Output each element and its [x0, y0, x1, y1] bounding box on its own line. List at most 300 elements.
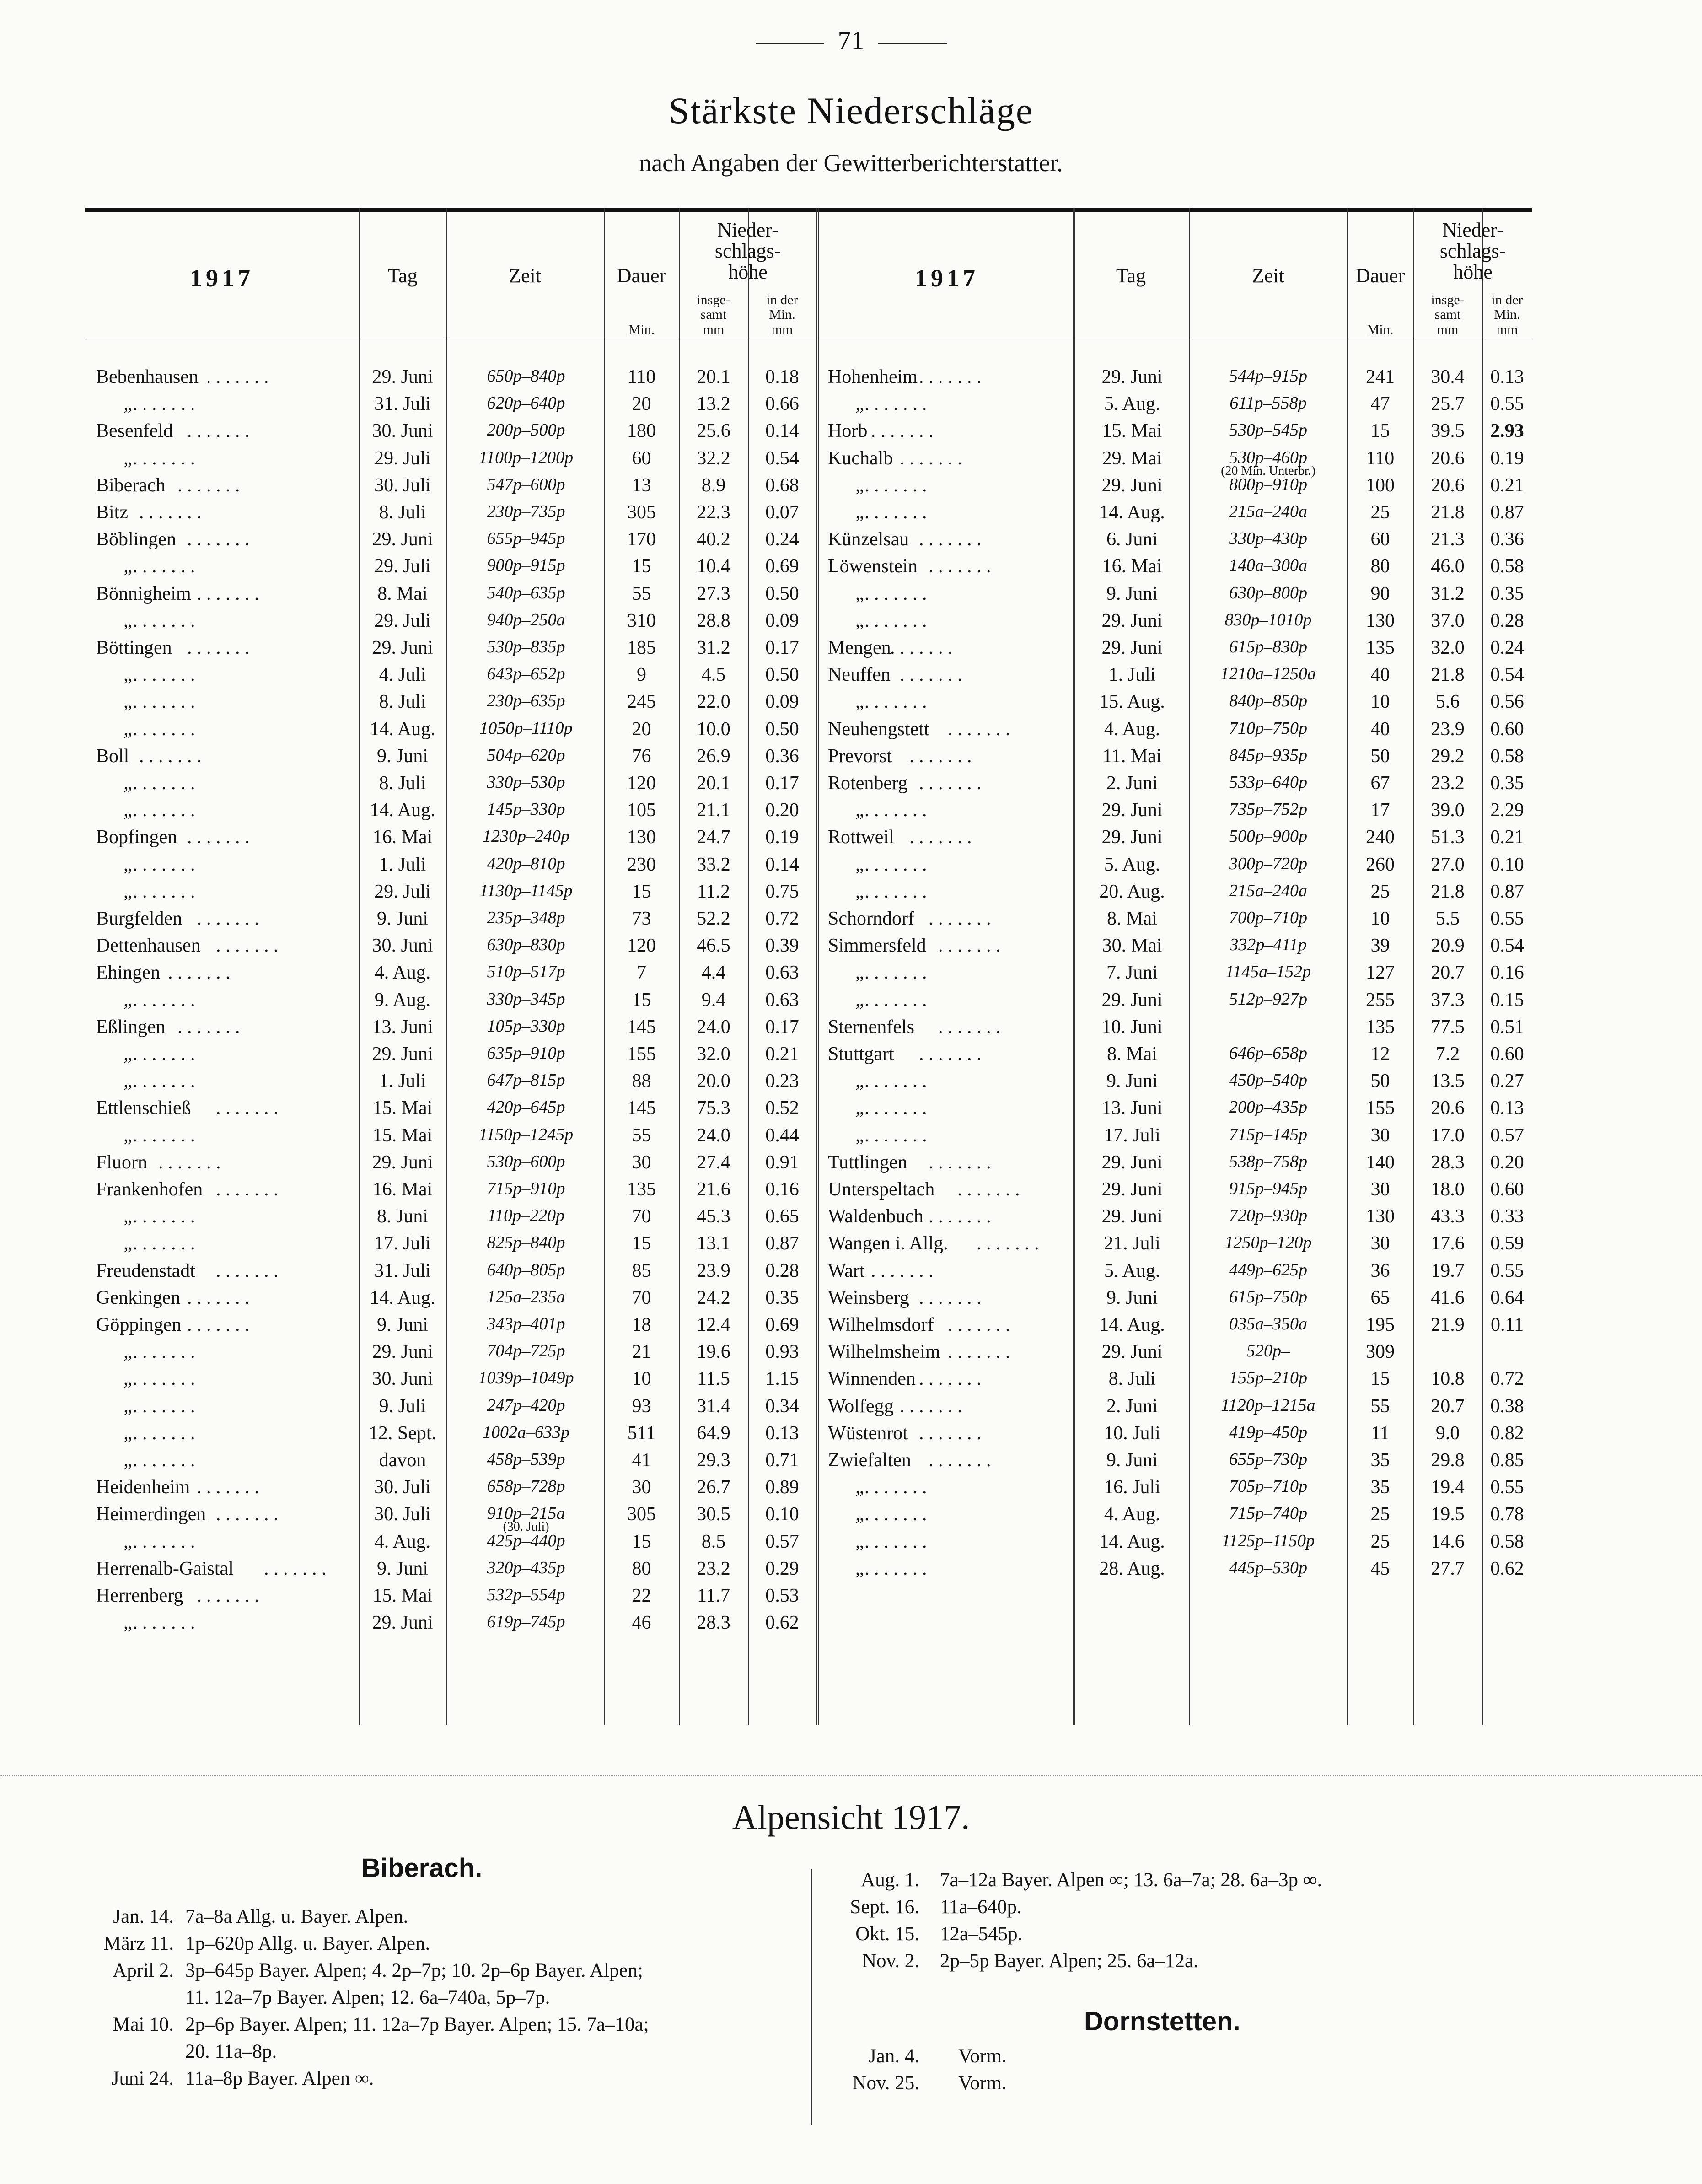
total-cell: 39.0 [1431, 800, 1465, 821]
time-cell: 705p–710p [1229, 1477, 1307, 1496]
leader-dots: . . . . . . . [133, 1070, 195, 1092]
total-cell: 25.7 [1431, 393, 1465, 415]
date-cell: 1. Juli [1108, 664, 1156, 686]
place-name: „ [123, 1531, 132, 1552]
duration-cell: 135 [1366, 1016, 1395, 1038]
total-cell: 29.3 [697, 1450, 730, 1471]
leader-dots: . . . . . . . [864, 502, 927, 523]
time-cell: 105p–330p [487, 1016, 565, 1036]
total-cell: 41.6 [1431, 1287, 1465, 1308]
duration-cell: 130 [1366, 1206, 1395, 1227]
leader-dots: . . . . . . . [197, 1585, 259, 1606]
per-minute-cell: 0.29 [765, 1558, 799, 1579]
place-name: Bebenhausen [96, 366, 199, 387]
duration-cell: 10 [632, 1368, 651, 1390]
place-name: Freudenstadt [96, 1260, 195, 1281]
total-cell: 52.2 [697, 908, 730, 929]
date-cell: 7. Juni [1106, 962, 1158, 984]
header-day: Tag [387, 264, 418, 287]
date-cell: 1. Juli [379, 854, 426, 875]
alpensicht-entry [0, 2013, 1702, 2041]
date-cell: 29. Juli [374, 881, 431, 902]
total-cell: 21.1 [697, 800, 730, 821]
place-name: „ [855, 1531, 864, 1552]
leader-dots: . . . . . . . [168, 962, 231, 984]
total-cell: 23.2 [697, 1558, 730, 1579]
date-cell: 29. Juni [1101, 1179, 1163, 1200]
time-cell: 910p–215a [487, 1504, 565, 1523]
entry-text: 12a–545p. [940, 1923, 1023, 1945]
per-minute-cell: 0.50 [765, 718, 799, 740]
duration-cell: 305 [627, 502, 656, 523]
duration-cell: 76 [632, 745, 651, 767]
duration-cell: 50 [1370, 745, 1390, 767]
table-row [85, 989, 1532, 1017]
time-cell: 1130p–1145p [479, 881, 573, 900]
date-cell: 30. Juli [374, 1477, 431, 1498]
time-cell: 735p–752p [1229, 800, 1307, 819]
header-duration: Dauer [617, 264, 666, 287]
place-name: „ [123, 1070, 132, 1092]
time-cell: 1230p–240p [483, 827, 569, 846]
place-name: Wolfegg [828, 1395, 894, 1417]
time-cell: 140a–300a [1229, 556, 1307, 576]
total-cell: 20.6 [1431, 447, 1465, 469]
leader-dots: . . . . . . . [919, 773, 982, 794]
total-cell: 20.7 [1431, 962, 1465, 984]
date-cell: 29. Juni [372, 1044, 433, 1065]
duration-cell: 110 [1366, 447, 1395, 469]
header-day: Tag [1116, 264, 1146, 287]
header-time: Zeit [1252, 264, 1284, 287]
entry-date: Sept. 16. [850, 1896, 919, 1918]
header-time: Zeit [509, 264, 541, 287]
date-cell: 30. Juni [372, 935, 433, 957]
time-cell: 940p–250a [487, 610, 565, 629]
per-minute-cell: 0.07 [765, 502, 799, 523]
time-cell: 615p–830p [1229, 637, 1307, 656]
date-cell: 30. Juni [372, 1368, 433, 1390]
leader-dots: . . . . . . . [133, 1368, 195, 1390]
leader-dots: . . . . . . . [177, 474, 240, 496]
place-name: „ [855, 583, 864, 604]
duration-cell: 9 [637, 664, 646, 686]
date-cell: 31. Juli [374, 393, 431, 415]
total-cell: 29.8 [1431, 1450, 1465, 1471]
per-minute-cell: 0.20 [1490, 1151, 1524, 1173]
total-cell: 30.5 [697, 1504, 730, 1525]
table-row [85, 1260, 1532, 1287]
header-per-minute-unit: mm [1496, 322, 1518, 337]
duration-cell: 15 [632, 556, 651, 577]
place-name: „ [855, 502, 864, 523]
date-cell: 9. Juni [1106, 583, 1158, 604]
per-minute-cell: 0.72 [765, 908, 799, 929]
duration-cell: 25 [1370, 502, 1390, 523]
time-cell: 420p–645p [487, 1097, 565, 1117]
total-cell: 11.7 [697, 1585, 730, 1606]
time-cell: 720p–930p [1229, 1206, 1307, 1226]
total-cell: 30.4 [1431, 366, 1465, 387]
leader-dots: . . . . . . . [133, 691, 195, 713]
table-row [85, 908, 1532, 935]
date-cell: 8. Mai [377, 583, 428, 604]
time-cell: 450p–540p [1229, 1070, 1307, 1090]
duration-cell: 20 [632, 718, 651, 740]
per-minute-cell: 0.24 [1490, 637, 1524, 658]
time-cell: 1120p–1215a [1221, 1395, 1315, 1415]
leader-dots: . . . . . . . [864, 1097, 927, 1119]
place-name: „ [123, 718, 132, 740]
place-name: „ [123, 881, 132, 902]
per-minute-cell: 0.51 [1490, 1016, 1524, 1038]
per-minute-cell: 0.69 [765, 556, 799, 577]
total-cell: 20.9 [1431, 935, 1465, 957]
date-cell: 8. Juni [376, 1206, 428, 1227]
duration-cell: 41 [632, 1450, 651, 1471]
time-cell: 715p–910p [487, 1179, 565, 1198]
leader-dots: . . . . . . . [264, 1558, 327, 1579]
place-name: Wilhelmsheim [828, 1341, 940, 1363]
entry-date: Jan. 14. [113, 1906, 174, 1927]
place-name: „ [855, 474, 864, 496]
duration-cell: 130 [627, 827, 656, 848]
duration-cell: 511 [627, 1422, 656, 1444]
date-cell: 9. Juni [376, 745, 428, 767]
time-cell: 640p–805p [487, 1260, 565, 1280]
table-row [85, 366, 1532, 393]
place-name: Heimerdingen [96, 1504, 206, 1525]
time-cell: 155p–210p [1229, 1368, 1307, 1388]
leader-dots: . . . . . . . [938, 1016, 1001, 1038]
date-cell: 29. Juni [372, 637, 433, 658]
entry-text: 11a–8p Bayer. Alpen ∞. [185, 2068, 374, 2089]
leader-dots: . . . . . . . [871, 420, 934, 442]
date-cell: 15. Mai [372, 1097, 433, 1119]
duration-cell: 55 [632, 1124, 651, 1146]
duration-cell: 21 [632, 1341, 651, 1363]
time-cell: 300p–720p [1229, 854, 1307, 873]
date-cell: 30. Mai [1102, 935, 1162, 957]
time-note: (30. Juli) [503, 1520, 549, 1534]
time-cell: 915p–945p [1229, 1179, 1307, 1198]
entry-date: Jan. 4. [868, 2045, 919, 2067]
total-cell: 9.0 [1435, 1422, 1460, 1444]
time-cell: 445p–530p [1229, 1558, 1307, 1577]
header-duration: Dauer [1355, 264, 1405, 287]
time-cell: 650p–840p [487, 366, 565, 386]
total-cell: 4.5 [701, 664, 726, 686]
date-cell: 4. Juli [379, 664, 426, 686]
date-cell: 2. Juni [1106, 773, 1158, 794]
time-cell: 247p–420p [487, 1395, 565, 1415]
per-minute-cell: 0.54 [1490, 664, 1524, 686]
leader-dots: . . . . . . . [864, 1124, 927, 1146]
duration-cell: 40 [1370, 718, 1390, 740]
leader-dots: . . . . . . . [864, 962, 927, 984]
time-cell: 840p–850p [1229, 691, 1307, 711]
table-row [85, 1043, 1532, 1070]
alpensicht-entry [0, 2045, 1702, 2072]
total-cell: 11.5 [697, 1368, 730, 1390]
duration-cell: 40 [1370, 664, 1390, 686]
time-cell: 1002a–633p [483, 1422, 569, 1442]
date-cell: 14. Aug. [370, 1287, 435, 1308]
total-cell: 43.3 [1431, 1206, 1465, 1227]
entry-text: 20. 11a–8p. [185, 2041, 277, 2062]
per-minute-cell: 0.93 [765, 1341, 799, 1363]
place-name: Besenfeld [96, 420, 173, 442]
total-cell: 10.0 [697, 718, 730, 740]
leader-dots: . . . . . . . [864, 474, 927, 496]
duration-cell: 13 [632, 474, 651, 496]
time-cell: 1100p–1200p [478, 447, 574, 467]
duration-cell: 100 [1366, 474, 1395, 496]
total-cell: 27.3 [697, 583, 730, 604]
total-cell: 13.1 [697, 1233, 730, 1254]
place-name: „ [123, 800, 132, 821]
date-cell: 8. Mai [1107, 1044, 1157, 1065]
time-cell: 235p–348p [487, 908, 565, 927]
total-cell: 31.4 [697, 1395, 730, 1417]
per-minute-cell: 0.14 [765, 420, 799, 442]
total-cell: 21.9 [1431, 1314, 1465, 1335]
place-name: „ [123, 393, 132, 415]
leader-dots: . . . . . . . [133, 773, 195, 794]
date-cell: 29. Juni [1101, 989, 1163, 1011]
total-cell: 51.3 [1431, 827, 1465, 848]
date-cell: 29. Juni [1101, 1341, 1163, 1363]
table-row [85, 881, 1532, 908]
total-cell: 25.6 [697, 420, 730, 442]
date-cell: 14. Aug. [370, 718, 435, 740]
duration-cell: 260 [1366, 854, 1395, 875]
total-cell: 24.7 [697, 827, 730, 848]
duration-cell: 35 [1370, 1450, 1390, 1471]
time-note: (20 Min. Unterbr.) [1221, 463, 1315, 478]
place-name: „ [123, 1422, 132, 1444]
place-name: Neuffen [828, 664, 891, 686]
date-cell: 29. Juni [1101, 1151, 1163, 1173]
place-name: Wilhelmsdorf [828, 1314, 934, 1335]
date-cell: 15. Aug. [1099, 691, 1165, 713]
total-cell: 5.5 [1435, 908, 1460, 929]
leader-dots: . . . . . . . [133, 447, 195, 469]
per-minute-cell: 1.15 [765, 1368, 799, 1390]
header-total-unit: mm [1437, 322, 1459, 337]
place-name: „ [123, 773, 132, 794]
place-name: „ [855, 393, 864, 415]
date-cell: 17. Juli [374, 1233, 431, 1254]
per-minute-cell: 0.58 [1490, 1531, 1524, 1552]
place-name: Dettenhausen [96, 935, 201, 957]
duration-cell: 45 [1370, 1558, 1390, 1579]
time-cell: 200p–435p [1229, 1097, 1307, 1117]
leader-dots: . . . . . . . [864, 583, 927, 604]
duration-cell: 60 [632, 447, 651, 469]
per-minute-cell: 0.52 [765, 1097, 799, 1119]
leader-dots: . . . . . . . [216, 935, 279, 957]
time-cell: 530p–835p [487, 637, 565, 656]
per-minute-cell: 2.93 [1490, 420, 1524, 442]
time-cell: 530p–460p [1229, 447, 1307, 467]
place-name: Weinsberg [828, 1287, 909, 1308]
duration-cell: 105 [627, 800, 656, 821]
place-name: Künzelsau [828, 529, 909, 550]
per-minute-cell: 0.14 [765, 854, 799, 875]
per-minute-cell: 0.66 [765, 393, 799, 415]
duration-cell: 10 [1370, 908, 1390, 929]
total-cell: 24.2 [697, 1287, 730, 1308]
place-name: Böttingen [96, 637, 172, 658]
duration-cell: 93 [632, 1395, 651, 1417]
place-name: Zwiefalten [828, 1450, 911, 1471]
header-precip: Nieder- schlags- höhe [1439, 219, 1506, 284]
table-row [85, 745, 1532, 773]
per-minute-cell: 0.16 [765, 1179, 799, 1200]
per-minute-cell: 0.36 [765, 745, 799, 767]
date-cell: 17. Juli [1104, 1124, 1160, 1146]
time-cell: 704p–725p [487, 1341, 565, 1361]
duration-cell: 180 [627, 420, 656, 442]
duration-cell: 46 [632, 1612, 651, 1634]
page-title: Stärkste Niederschläge [668, 90, 1034, 131]
table-row [85, 474, 1532, 502]
table-row [85, 1531, 1532, 1558]
place-name: Stuttgart [828, 1044, 894, 1065]
place-name: „ [855, 1477, 864, 1498]
duration-cell: 310 [627, 610, 656, 631]
alpensicht-entry [0, 1986, 1702, 2014]
header-total: insge- samt [697, 292, 730, 322]
table-row [85, 1070, 1532, 1097]
place-name: „ [123, 664, 132, 686]
place-name: Schorndorf [828, 908, 914, 929]
time-cell: 330p–345p [487, 989, 565, 1009]
total-cell: 31.2 [697, 637, 730, 658]
date-cell: 20. Aug. [1099, 881, 1165, 902]
place-name: „ [123, 1341, 132, 1363]
duration-cell: 36 [1370, 1260, 1390, 1281]
date-cell: 10. Juni [1101, 1016, 1163, 1038]
alpensicht-entry [0, 1869, 1702, 1896]
per-minute-cell: 0.64 [1490, 1287, 1524, 1308]
date-cell: 9. Juni [1106, 1287, 1158, 1308]
time-cell: 215a–240a [1229, 502, 1307, 521]
entry-text: 1p–620p Allg. u. Bayer. Alpen. [185, 1933, 430, 1954]
time-cell: 230p–735p [487, 502, 565, 521]
per-minute-cell: 0.55 [1490, 393, 1524, 415]
time-cell: 630p–800p [1229, 583, 1307, 602]
duration-cell: 255 [1366, 989, 1395, 1011]
time-cell: 145p–330p [487, 800, 565, 819]
place-name: Rotenberg [828, 773, 908, 794]
date-cell: 8. Juli [379, 502, 426, 523]
duration-cell: 35 [1370, 1477, 1390, 1498]
per-minute-cell: 0.20 [765, 800, 799, 821]
table-row [85, 718, 1532, 746]
per-minute-cell: 0.17 [765, 1016, 799, 1038]
total-cell: 23.9 [697, 1260, 730, 1281]
leader-dots: . . . . . . . [206, 366, 269, 387]
per-minute-cell: 0.36 [1490, 529, 1524, 550]
date-cell: 9. Juni [376, 1558, 428, 1579]
total-cell: 4.4 [701, 962, 726, 984]
per-minute-cell: 0.65 [765, 1206, 799, 1227]
leader-dots: . . . . . . . [948, 1314, 1010, 1335]
leader-dots: . . . . . . . [864, 1504, 927, 1525]
time-cell: 215a–240a [1229, 881, 1307, 900]
header-year: 1917 [915, 264, 979, 292]
total-cell: 19.6 [697, 1341, 730, 1363]
table-row [85, 501, 1532, 529]
leader-dots: . . . . . . . [871, 1260, 934, 1281]
per-minute-cell: 0.17 [765, 637, 799, 658]
per-minute-cell: 0.21 [765, 1044, 799, 1065]
divider [878, 43, 947, 44]
place-name: „ [855, 1070, 864, 1092]
per-minute-cell: 0.87 [765, 1233, 799, 1254]
time-cell: 510p–517p [487, 962, 565, 982]
duration-cell: 135 [1366, 637, 1395, 658]
place-name: Prevorst [828, 745, 892, 767]
place-name: Genkingen [96, 1287, 181, 1308]
date-cell: 13. Juni [1101, 1097, 1163, 1119]
entry-date: Nov. 25. [852, 2072, 919, 2094]
entry-text: 2p–5p Bayer. Alpen; 25. 6a–12a. [940, 1950, 1198, 1972]
date-cell: 6. Juni [1106, 529, 1158, 550]
per-minute-cell: 0.60 [1490, 1044, 1524, 1065]
leader-dots: . . . . . . . [909, 745, 972, 767]
leader-dots: . . . . . . . [919, 1287, 982, 1308]
total-cell: 20.6 [1431, 1097, 1465, 1119]
place-name: „ [123, 556, 132, 577]
duration-cell: 25 [1370, 1504, 1390, 1525]
duration-cell: 170 [627, 529, 656, 550]
date-cell: 29. Juli [374, 556, 431, 577]
time-cell: 1039p–1049p [478, 1368, 574, 1388]
leader-dots: . . . . . . . [187, 420, 250, 442]
leader-dots: . . . . . . . [133, 1531, 195, 1552]
place-name: Horb [828, 420, 868, 442]
date-cell: 29. Mai [1102, 447, 1162, 469]
total-cell: 8.5 [701, 1531, 726, 1552]
dornstetten-heading: Dornstetten. [1084, 2006, 1240, 2036]
place-name: „ [123, 1368, 132, 1390]
total-cell: 64.9 [697, 1422, 730, 1444]
per-minute-cell: 0.35 [765, 1287, 799, 1308]
table-row [85, 583, 1532, 610]
total-cell: 20.1 [697, 366, 730, 387]
duration-cell: 25 [1370, 1531, 1390, 1552]
total-cell: 31.2 [1431, 583, 1465, 604]
table-row [85, 1585, 1532, 1612]
date-cell: 29. Juni [372, 529, 433, 550]
place-name: „ [123, 447, 132, 469]
per-minute-cell: 0.50 [765, 583, 799, 604]
place-name: Bönnigheim [96, 583, 191, 604]
duration-cell: 70 [632, 1206, 651, 1227]
duration-cell: 30 [1370, 1233, 1390, 1254]
total-cell: 24.0 [697, 1124, 730, 1146]
duration-cell: 15 [632, 881, 651, 902]
total-cell: 11.2 [697, 881, 730, 902]
leader-dots: . . . . . . . [133, 1341, 195, 1363]
time-cell: 332p–411p [1230, 935, 1307, 955]
total-cell: 19.7 [1431, 1260, 1465, 1281]
place-name: Herrenberg [96, 1585, 183, 1606]
per-minute-cell: 0.89 [765, 1477, 799, 1498]
